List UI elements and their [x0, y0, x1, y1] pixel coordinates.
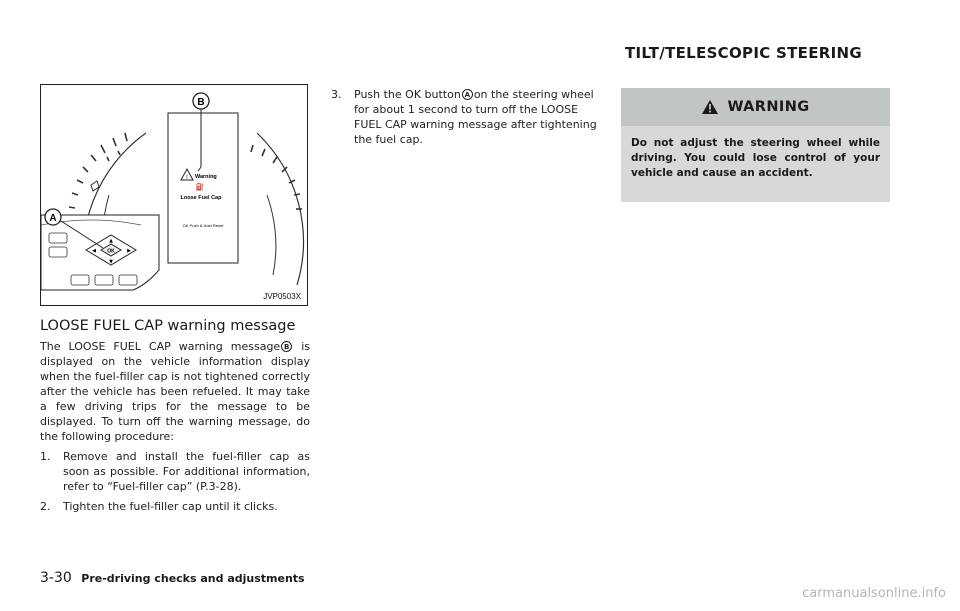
- section-heading: LOOSE FUEL CAP warning message: [40, 318, 296, 334]
- procedure-list-continued: [331, 87, 603, 147]
- page-footer: [40, 570, 440, 586]
- list-item: [40, 499, 310, 514]
- up-arrow-icon: ▲: [109, 238, 113, 244]
- figure-code: JVP0503X: [263, 292, 301, 301]
- warning-body: Do not adjust the steering wheel while driving. You could lose control of your vehicle and cause an accident.: [631, 137, 880, 179]
- down-arrow-icon: ▼: [109, 259, 113, 265]
- page-number: 3-30: [40, 570, 72, 586]
- list-item: [331, 87, 603, 147]
- step-text: Tighten the fuel-filler cap until it clicks.: [63, 500, 278, 513]
- callout-a-inline-icon: A: [462, 89, 473, 100]
- left-arrow-icon: ◀: [92, 248, 96, 254]
- svg-text:!: !: [186, 175, 188, 181]
- instrument-cluster-illustration: [41, 85, 307, 305]
- callout-b-label: B: [197, 97, 205, 108]
- intro-text-after: is displayed on the vehicle information display when the fuel-filler cap is not tightened correctly after the vehicle has been refueled. It may take a few driving trips for the message to be displayed. To turn off the warning message, do the following procedure:: [40, 340, 310, 443]
- warning-triangle-icon: [701, 99, 719, 115]
- step-number: 3.: [331, 88, 342, 101]
- chapter-title: Pre-driving checks and adjustments: [81, 572, 305, 585]
- display-warning-text: Warning: [195, 174, 217, 180]
- step-text-after: on the steering wheel for about 1 second to turn off the LOOSE FUEL CAP warning message after tightening the fuel cap.: [354, 88, 597, 146]
- ok-button-label: OK: [107, 248, 115, 255]
- intro-paragraph: [40, 339, 310, 444]
- step-number: 2.: [40, 500, 51, 513]
- right-arrow-icon: ▶: [127, 248, 131, 254]
- warning-title-bar: [621, 88, 890, 126]
- middle-column-text: [331, 87, 603, 152]
- section-title: TILT/TELESCOPIC STEERING: [625, 44, 862, 62]
- left-column-text: [40, 339, 310, 519]
- callout-a-label: A: [49, 213, 57, 224]
- warning-title: WARNING: [727, 99, 810, 115]
- display-message-text: Loose Fuel Cap: [180, 195, 222, 201]
- display-hint-text: OK Push & Hold Reset: [182, 223, 224, 228]
- callout-b-inline-icon: B: [281, 341, 292, 352]
- fuel-cap-icon: ⛽: [195, 183, 205, 191]
- warning-box: [621, 88, 890, 202]
- intro-text-before: The LOOSE FUEL CAP warning message: [40, 340, 281, 353]
- step-text-before: Push the OK button: [354, 88, 461, 101]
- list-item: [40, 449, 310, 494]
- step-number: 1.: [40, 450, 51, 463]
- step-text: Remove and install the fuel-filler cap as soon as possible. For additional information, refer to “Fuel-filler cap” (P.3-28).: [63, 450, 310, 493]
- watermark: carmanualsonline.info: [802, 586, 946, 601]
- instrument-cluster-figure: [40, 84, 308, 306]
- procedure-list: [40, 449, 310, 514]
